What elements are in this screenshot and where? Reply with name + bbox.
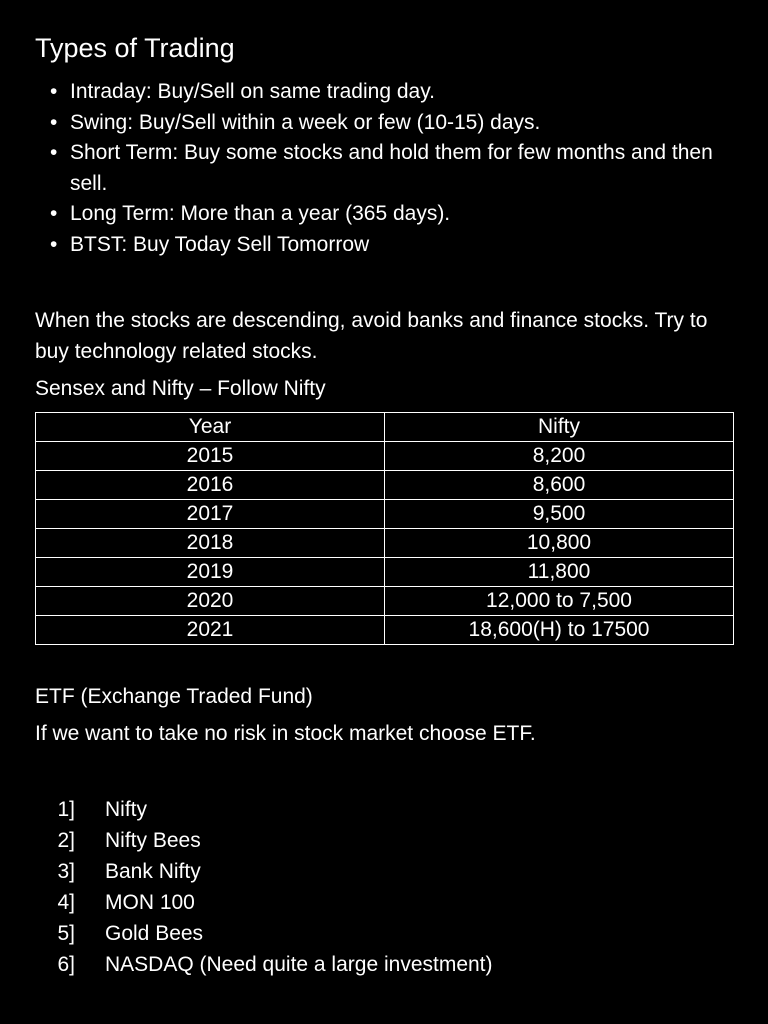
list-label: MON 100 bbox=[105, 891, 195, 914]
list-item bbox=[35, 856, 493, 887]
table-header-row bbox=[36, 413, 734, 442]
nifty-cell: 11,800 bbox=[385, 558, 734, 587]
list-label: Nifty Bees bbox=[105, 829, 201, 852]
list-number: 1] bbox=[57, 798, 75, 821]
list-item: • BTST: Buy Today Sell Tomorrow bbox=[50, 230, 750, 261]
column-header-year: Year bbox=[36, 413, 385, 442]
etf-list bbox=[35, 794, 493, 980]
nifty-cell: 8,600 bbox=[385, 471, 734, 500]
year-cell: 2019 bbox=[36, 558, 385, 587]
sensex-note: Sensex and Nifty – Follow Nifty bbox=[35, 377, 326, 400]
list-label: Bank Nifty bbox=[105, 860, 201, 883]
etf-note: If we want to take no risk in stock market choose ETF. bbox=[35, 722, 536, 745]
table-row bbox=[36, 587, 734, 616]
list-item bbox=[35, 887, 493, 918]
list-number: 2] bbox=[57, 829, 75, 852]
year-cell: 2016 bbox=[36, 471, 385, 500]
trading-types-list bbox=[50, 77, 750, 260]
year-cell: 2021 bbox=[36, 616, 385, 645]
table-row bbox=[36, 529, 734, 558]
list-item: • Short Term: Buy some stocks and hold them for few months and then sell. bbox=[50, 138, 750, 199]
list-item: • Intraday: Buy/Sell on same trading day. bbox=[50, 77, 750, 108]
table-row bbox=[36, 558, 734, 587]
nifty-cell: 9,500 bbox=[385, 500, 734, 529]
list-item bbox=[35, 794, 493, 825]
nifty-cell: 12,000 to 7,500 bbox=[385, 587, 734, 616]
table-row bbox=[36, 471, 734, 500]
nifty-cell: 18,600(H) to 17500 bbox=[385, 616, 734, 645]
year-cell: 2020 bbox=[36, 587, 385, 616]
year-cell: 2017 bbox=[36, 500, 385, 529]
page-title: Types of Trading bbox=[35, 33, 235, 63]
list-label: Gold Bees bbox=[105, 922, 204, 945]
year-cell: 2018 bbox=[36, 529, 385, 558]
list-label: NASDAQ (Need quite a large investment) bbox=[105, 953, 493, 976]
list-item: • Long Term: More than a year (365 days). bbox=[50, 199, 750, 230]
list-number: 3] bbox=[57, 860, 75, 883]
list-item bbox=[35, 918, 493, 949]
column-header-nifty: Nifty bbox=[385, 413, 734, 442]
list-number: 5] bbox=[57, 922, 75, 945]
list-label: Nifty bbox=[105, 798, 147, 821]
nifty-cell: 10,800 bbox=[385, 529, 734, 558]
advice-paragraph: When the stocks are descending, avoid banks and finance stocks. Try to buy technology related stocks. bbox=[35, 309, 708, 363]
nifty-table bbox=[35, 412, 734, 645]
table-row bbox=[36, 500, 734, 529]
year-cell: 2015 bbox=[36, 442, 385, 471]
list-item: • Swing: Buy/Sell within a week or few (10-15) days. bbox=[50, 108, 750, 139]
nifty-cell: 8,200 bbox=[385, 442, 734, 471]
list-number: 6] bbox=[57, 953, 75, 976]
list-number: 4] bbox=[57, 891, 75, 914]
list-item bbox=[35, 825, 493, 856]
table-row bbox=[36, 442, 734, 471]
etf-heading: ETF (Exchange Traded Fund) bbox=[35, 685, 313, 708]
list-item bbox=[35, 949, 493, 980]
table-row bbox=[36, 616, 734, 645]
